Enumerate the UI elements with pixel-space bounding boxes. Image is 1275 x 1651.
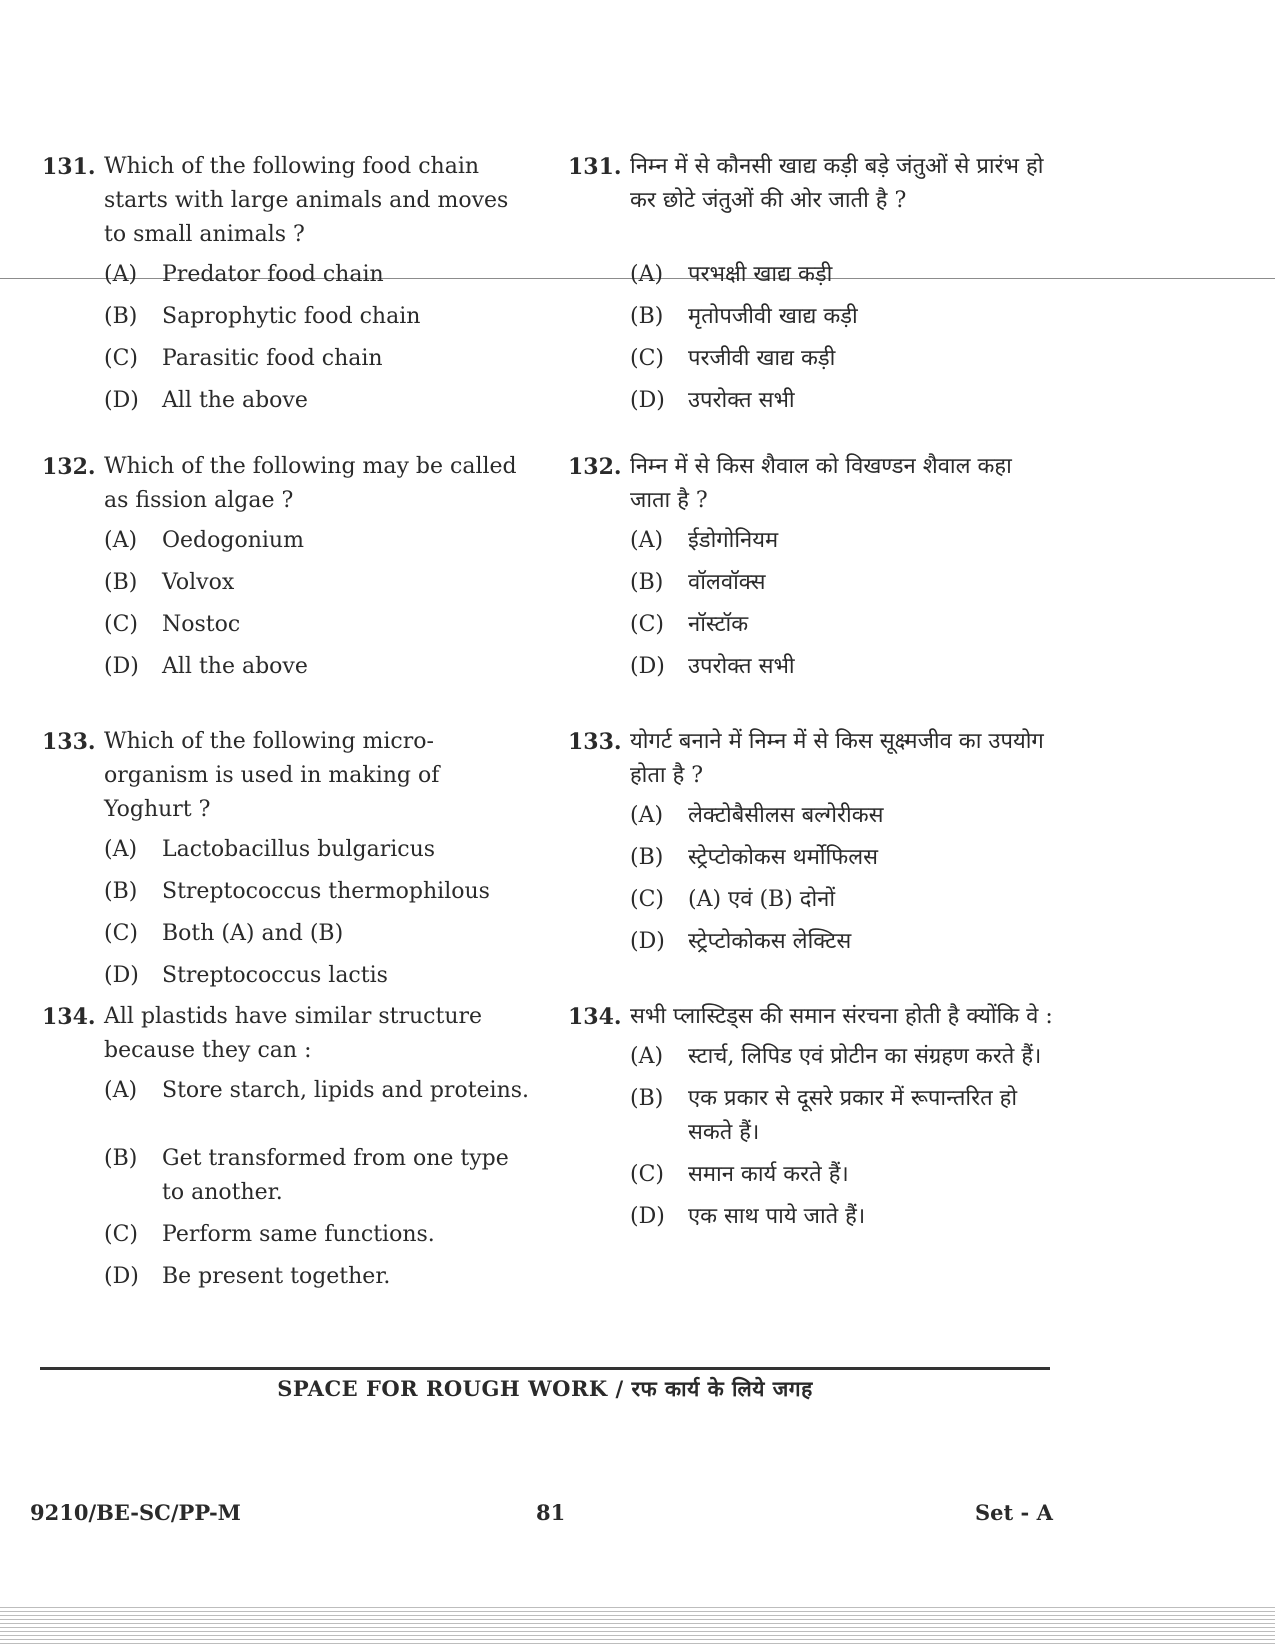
question-text: Which of the following food chain starts with large animals and moves to small animals ? <box>104 154 509 247</box>
option-text: Parasitic food chain <box>162 346 383 371</box>
options <box>104 524 532 684</box>
option-b <box>104 1142 532 1210</box>
option-label: (B) <box>630 304 664 329</box>
option-d <box>630 384 1058 418</box>
option-d <box>104 384 532 418</box>
options <box>104 258 532 418</box>
question-text: सभी प्लास्टिड्स की समान संरचना होती है क्योंकि वे : <box>630 1004 1053 1029</box>
question-number: 131. <box>42 154 96 180</box>
option-text: स्ट्रेप्टोकोकस थर्मोफिलस <box>688 845 879 870</box>
option-a <box>630 258 1058 292</box>
option-text: समान कार्य करते हैं। <box>688 1162 849 1187</box>
option-c <box>630 1158 1058 1192</box>
option-label: (C) <box>104 346 138 371</box>
option-c <box>630 342 1058 376</box>
option-label: (A) <box>104 262 138 287</box>
option-text: Volvox <box>162 570 235 595</box>
question-134-en <box>42 1000 532 1302</box>
options <box>630 799 1058 959</box>
option-a <box>630 1040 1058 1074</box>
option-text: मृतोपजीवी खाद्य कड़ी <box>688 304 858 329</box>
option-label: (B) <box>104 879 138 904</box>
option-text: All the above <box>162 388 308 413</box>
question-133-en <box>42 725 532 1001</box>
option-text: Oedogonium <box>162 528 304 553</box>
option-text: Nostoc <box>162 612 241 637</box>
option-c <box>630 883 1058 917</box>
option-text: Both (A) and (B) <box>162 921 344 946</box>
question-number: 132. <box>42 454 96 480</box>
question-text: All plastids have similar structure because they can : <box>104 1004 483 1063</box>
option-label: (C) <box>104 612 138 637</box>
option-c <box>104 608 532 642</box>
option-text: लेक्टोबैसीलस बल्गेरीकस <box>688 803 884 828</box>
question-number: 131. <box>568 154 622 180</box>
question-text: Which of the following may be called as fission algae ? <box>104 454 517 513</box>
option-label: (A) <box>104 1078 138 1103</box>
option-label: (A) <box>630 1044 664 1069</box>
option-label: (B) <box>104 570 138 595</box>
option-a <box>104 524 532 558</box>
option-d <box>104 959 532 993</box>
option-text: स्ट्रेप्टोकोकस लेक्टिस <box>688 929 852 954</box>
question-text: योगर्ट बनाने में निम्न में से किस सूक्ष्मजीव का उपयोग होता है ? <box>630 729 1044 788</box>
option-label: (A) <box>104 837 138 862</box>
option-label: (A) <box>104 528 138 553</box>
option-text: परजीवी खाद्य कड़ी <box>688 346 836 371</box>
options <box>630 258 1058 418</box>
option-text: All the above <box>162 654 308 679</box>
question-text: Which of the following micro-organism is used in making of Yoghurt ? <box>104 729 440 822</box>
option-label: (D) <box>104 1264 139 1289</box>
question-number: 133. <box>42 729 96 755</box>
option-d <box>630 925 1058 959</box>
option-text: (A) एवं (B) दोनों <box>688 887 836 912</box>
option-d <box>630 650 1058 684</box>
option-label: (B) <box>104 304 138 329</box>
option-text: Streptococcus thermophilous <box>162 879 490 904</box>
question-number: 132. <box>568 454 622 480</box>
option-d <box>104 1260 532 1294</box>
option-b <box>630 1082 1058 1150</box>
option-b <box>104 300 532 334</box>
option-a <box>104 833 532 867</box>
question-131-en <box>42 150 532 426</box>
option-text: स्टार्च, लिपिड एवं प्रोटीन का संग्रहण करते हैं। <box>688 1044 1042 1069</box>
option-a <box>104 1074 532 1108</box>
option-text: Predator food chain <box>162 262 384 287</box>
question-text: निम्न में से कौनसी खाद्य कड़ी बड़े जंतुओं से प्रारंभ हो कर छोटे जंतुओं की ओर जाती है ? <box>630 154 1044 213</box>
question-number: 134. <box>42 1004 96 1030</box>
option-text: ईडोगोनियम <box>688 528 779 553</box>
option-text: Perform same functions. <box>162 1222 435 1247</box>
option-text: उपरोक्त सभी <box>688 654 795 679</box>
option-a <box>104 258 532 292</box>
option-c <box>630 608 1058 642</box>
question-133-hi <box>568 725 1058 967</box>
question-132-hi <box>568 450 1058 692</box>
option-label: (D) <box>630 1204 665 1229</box>
option-text: एक साथ पाये जाते हैं। <box>688 1204 866 1229</box>
option-text: Store starch, lipids and proteins. <box>162 1078 530 1103</box>
option-text: Be present together. <box>162 1264 391 1289</box>
option-text: Streptococcus lactis <box>162 963 388 988</box>
options <box>104 1074 532 1294</box>
option-text: Get transformed from one type to another. <box>162 1146 509 1205</box>
option-text: परभक्षी खाद्य कड़ी <box>688 262 833 287</box>
rough-work-label: SPACE FOR ROUGH WORK / रफ कार्य के लिये जगह <box>277 1376 813 1401</box>
option-b <box>104 875 532 909</box>
option-label: (D) <box>630 929 665 954</box>
question-132-en <box>42 450 532 692</box>
option-text: Saprophytic food chain <box>162 304 421 329</box>
option-label: (D) <box>104 963 139 988</box>
option-label: (B) <box>104 1146 138 1171</box>
page-number: 81 <box>536 1500 566 1525</box>
option-b <box>104 566 532 600</box>
option-label: (D) <box>630 654 665 679</box>
option-label: (B) <box>630 845 664 870</box>
option-label: (C) <box>630 346 664 371</box>
option-d <box>104 650 532 684</box>
options <box>630 1040 1058 1234</box>
option-text: उपरोक्त सभी <box>688 388 795 413</box>
option-label: (A) <box>630 803 664 828</box>
option-label: (D) <box>104 388 139 413</box>
question-131-hi <box>568 150 1058 426</box>
paper-code: 9210/BE-SC/PP-M <box>30 1500 241 1525</box>
scan-edge-lines <box>0 1607 1275 1647</box>
option-text: एक प्रकार से दूसरे प्रकार में रूपान्तरित हो सकते हैं। <box>688 1086 1018 1145</box>
rough-work-divider <box>40 1367 1050 1370</box>
option-c <box>104 342 532 376</box>
option-label: (D) <box>630 388 665 413</box>
option-c <box>104 1218 532 1252</box>
option-label: (A) <box>630 528 664 553</box>
option-b <box>630 300 1058 334</box>
options <box>630 524 1058 684</box>
option-text: वॉलवॉक्स <box>688 570 766 595</box>
question-134-hi <box>568 1000 1058 1242</box>
option-b <box>630 566 1058 600</box>
option-label: (B) <box>630 570 664 595</box>
option-label: (D) <box>104 654 139 679</box>
set-label: Set - A <box>975 1500 1053 1525</box>
option-label: (B) <box>630 1086 664 1111</box>
question-number: 133. <box>568 729 622 755</box>
question-number: 134. <box>568 1004 622 1030</box>
option-a <box>630 524 1058 558</box>
option-d <box>630 1200 1058 1234</box>
option-label: (C) <box>630 887 664 912</box>
question-text: निम्न में से किस शैवाल को विखण्डन शैवाल कहा जाता है ? <box>630 454 1012 513</box>
option-label: (C) <box>104 921 138 946</box>
option-label: (A) <box>630 262 664 287</box>
option-a <box>630 799 1058 833</box>
option-text: नॉस्टॉक <box>688 612 749 637</box>
option-label: (C) <box>630 612 664 637</box>
option-text: Lactobacillus bulgaricus <box>162 837 436 862</box>
option-c <box>104 917 532 951</box>
option-label: (C) <box>630 1162 664 1187</box>
options <box>104 833 532 993</box>
option-label: (C) <box>104 1222 138 1247</box>
option-b <box>630 841 1058 875</box>
